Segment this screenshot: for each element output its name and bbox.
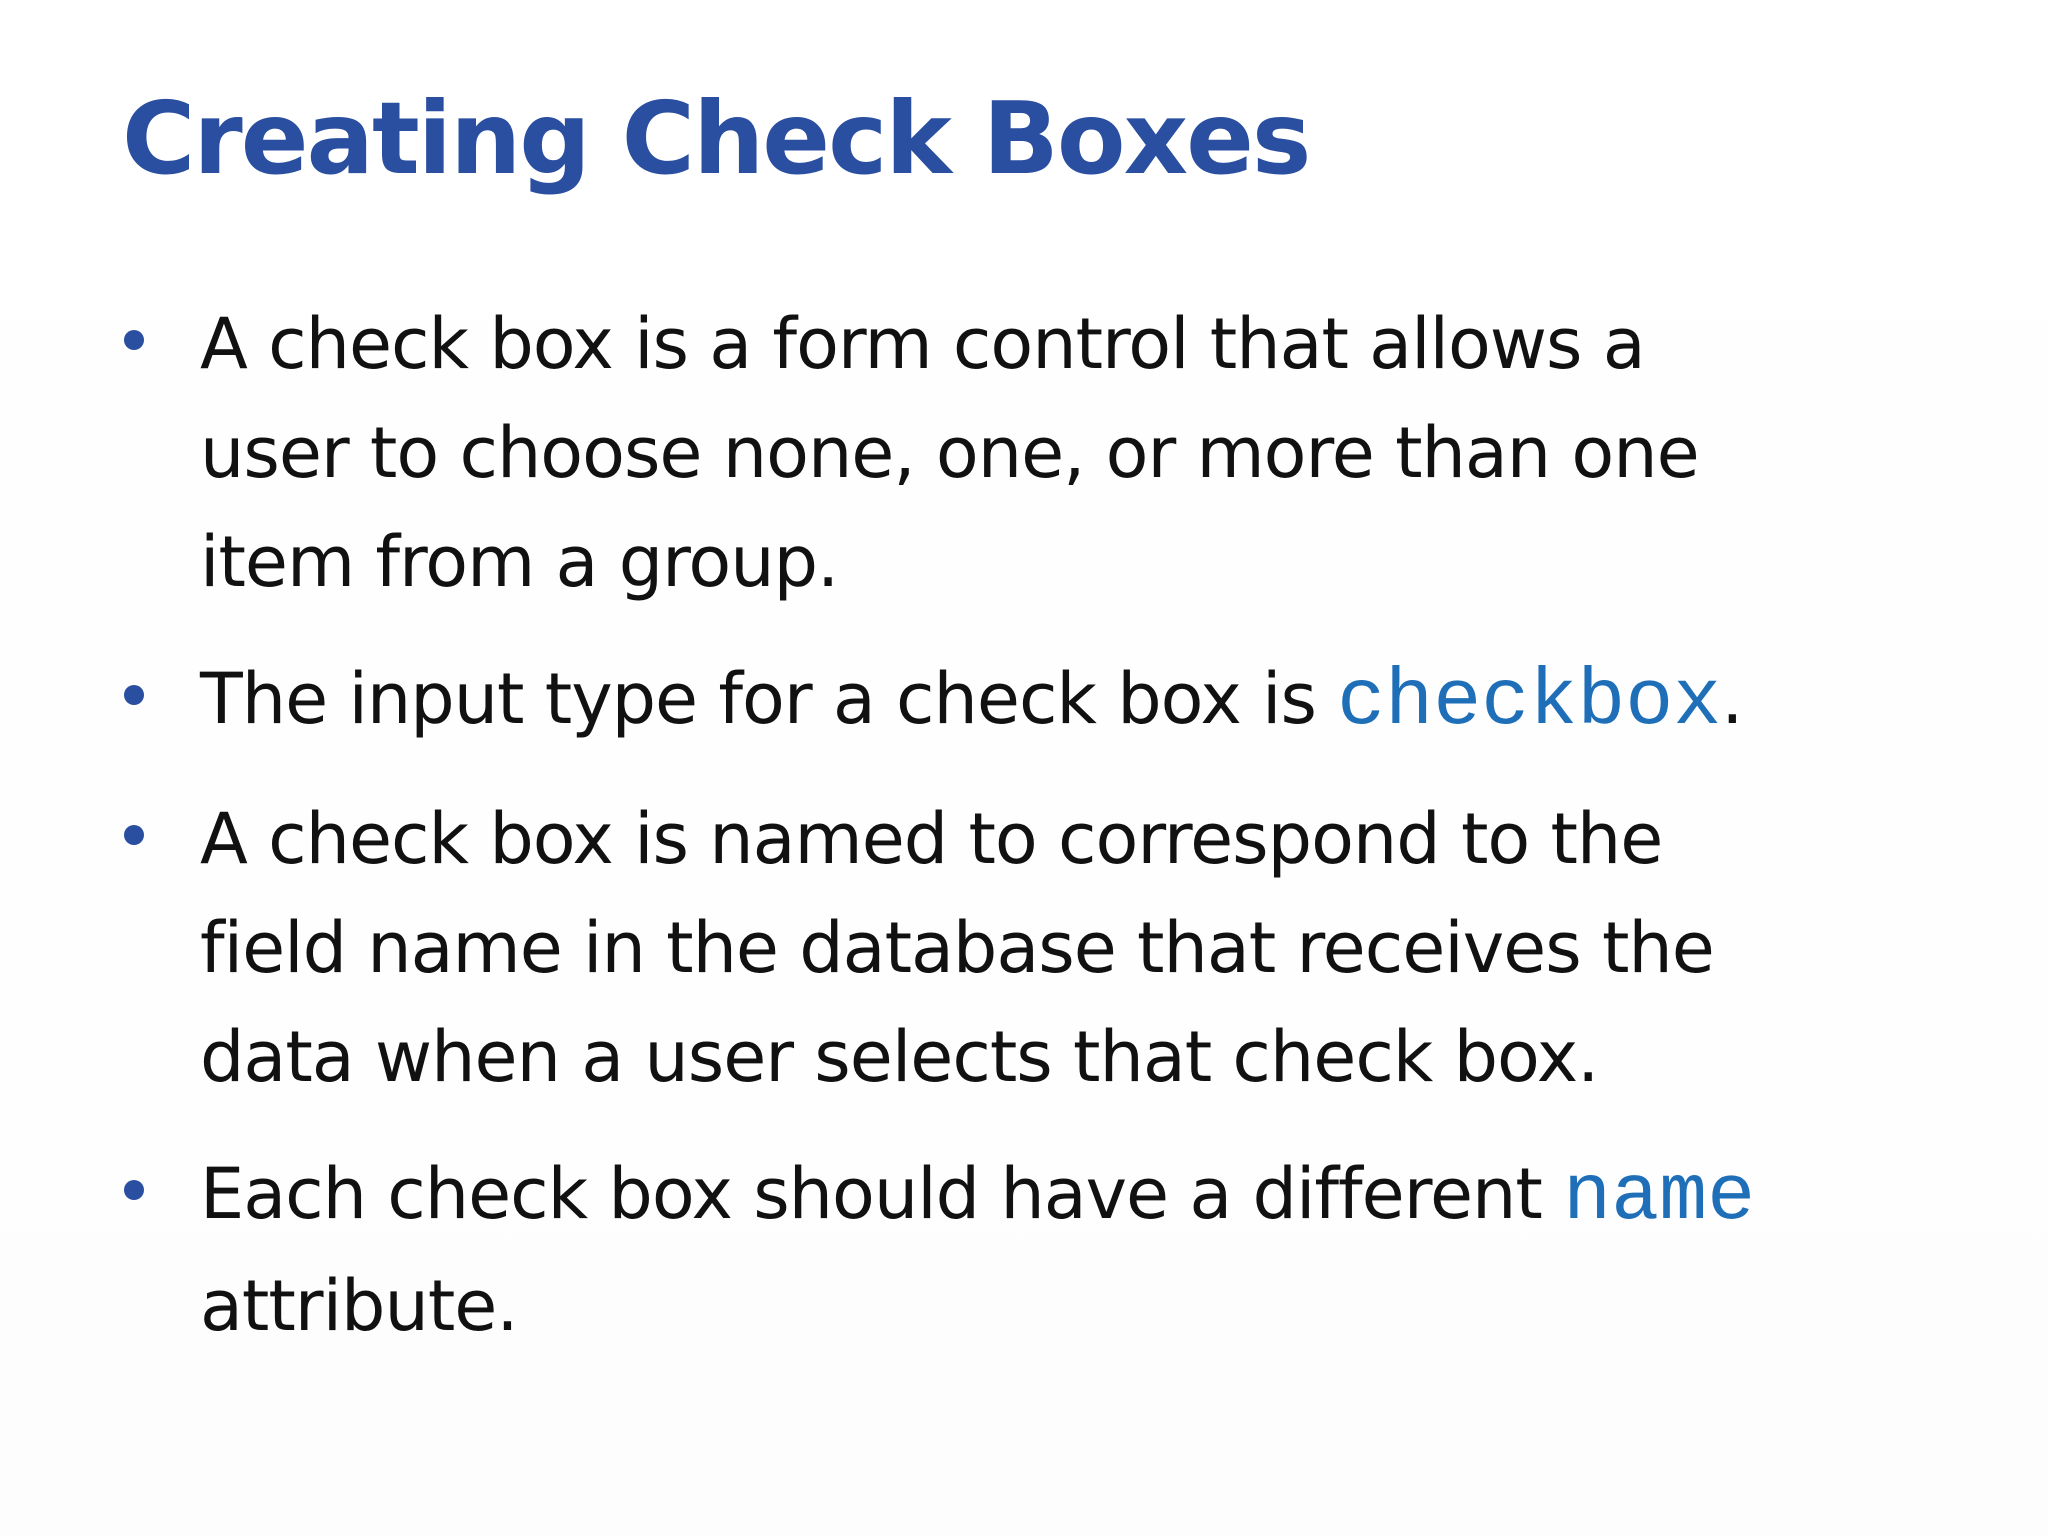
bullet-marker bbox=[124, 825, 144, 845]
bullet-line: A check box is named to correspond to the bbox=[200, 798, 1663, 880]
bullet-item bbox=[200, 1140, 2000, 1361]
bullet-item bbox=[200, 785, 2000, 1112]
bullet-marker bbox=[124, 1180, 144, 1200]
bullet-line: data when a user selects that check box. bbox=[200, 1016, 1599, 1098]
bullet-line: item from a group. bbox=[200, 521, 839, 603]
bullet-text: The input type for a check box is bbox=[200, 658, 1338, 740]
code-keyword: checkbox bbox=[1337, 657, 1722, 748]
bullet-line: A check box is a form control that allows a bbox=[200, 303, 1645, 385]
slide-title: Creating Check Boxes bbox=[122, 80, 1310, 197]
bullet-item bbox=[200, 290, 2000, 617]
bullet-line bbox=[200, 645, 2000, 757]
bullet-item bbox=[200, 645, 2000, 757]
bullet-line bbox=[200, 1140, 2000, 1252]
bullet-marker bbox=[124, 330, 144, 350]
bullet-marker bbox=[124, 685, 144, 705]
bullet-list bbox=[200, 290, 2000, 1389]
bullet-line: attribute. bbox=[200, 1265, 518, 1347]
bullet-text: . bbox=[1721, 658, 1743, 740]
code-keyword: name bbox=[1563, 1152, 1756, 1243]
bullet-line: field name in the database that receives the bbox=[200, 907, 1714, 989]
bullet-line: user to choose none, one, or more than one bbox=[200, 412, 1699, 494]
bullet-text: Each check box should have a different bbox=[200, 1153, 1564, 1235]
